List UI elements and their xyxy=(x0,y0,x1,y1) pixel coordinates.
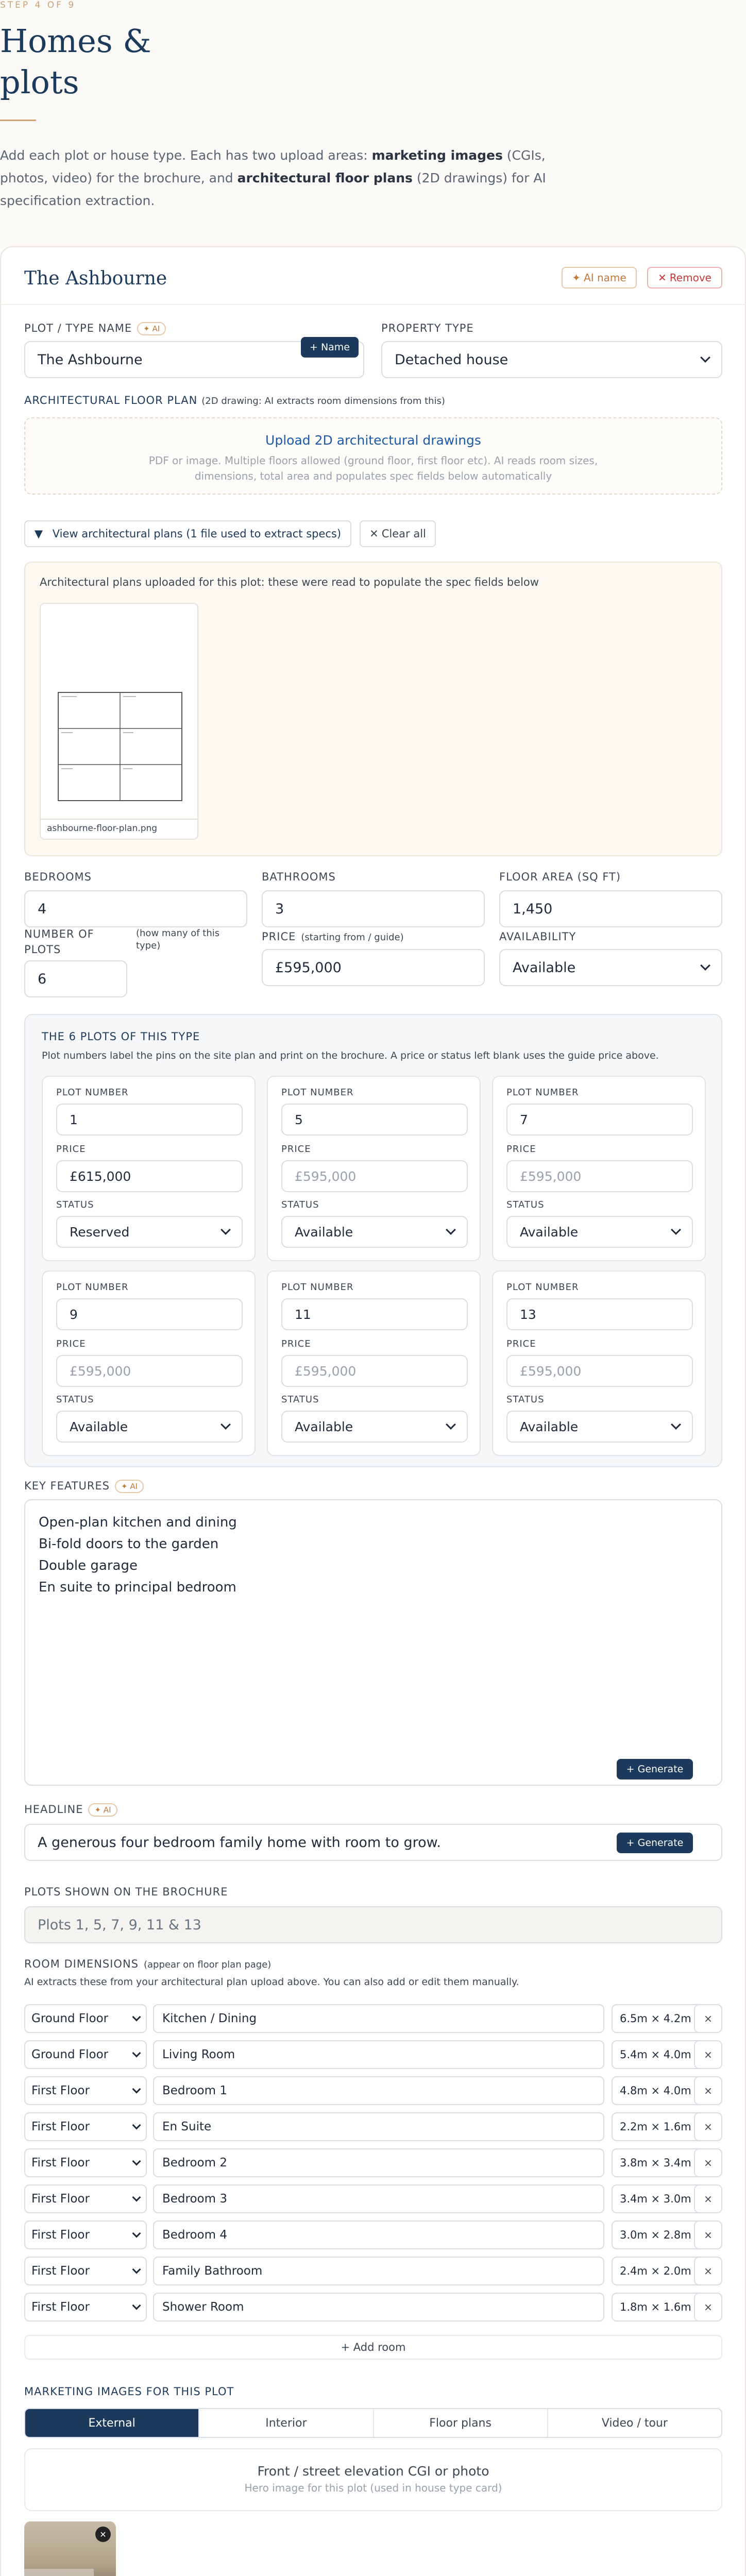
plot-price-input[interactable]: £595,000 xyxy=(281,1355,468,1387)
chevron-down-icon xyxy=(671,1419,681,1430)
num-plots-note: (how many of this type) xyxy=(136,928,220,951)
remove-room-button[interactable] xyxy=(694,2112,722,2141)
plot-card xyxy=(0,246,746,2576)
tab-interior[interactable]: Interior xyxy=(198,2409,372,2437)
chevron-down-icon xyxy=(132,2013,141,2022)
plot-status-label: STATUS xyxy=(506,1199,545,1210)
delete-image-button[interactable] xyxy=(95,2527,111,2542)
bathrooms-input[interactable]: 3 xyxy=(262,890,485,927)
upload-title: Upload 2D architectural drawings xyxy=(265,433,481,448)
floor-select[interactable]: First Floor xyxy=(24,2112,147,2141)
close-icon: × xyxy=(704,2229,713,2241)
plot-entry xyxy=(42,1076,256,1261)
close-icon: × xyxy=(704,2157,713,2169)
type-name-input[interactable]: The Ashbourne xyxy=(24,341,364,378)
floor-select[interactable]: First Floor xyxy=(24,2257,147,2285)
step-indicator: STEP 4 OF 9 xyxy=(0,0,76,10)
room-name-input[interactable]: Bedroom 2 xyxy=(153,2148,604,2177)
floor-select[interactable]: First Floor xyxy=(24,2148,147,2177)
plot-number-label: PLOT NUMBER xyxy=(281,1087,354,1098)
chevron-down-icon xyxy=(221,1419,231,1430)
card-divider xyxy=(1,304,746,305)
plot-number-input[interactable]: 7 xyxy=(506,1104,693,1136)
room-row xyxy=(24,2076,722,2105)
num-plots-label: NUMBER OF PLOTS xyxy=(24,928,94,956)
page-title: Homes & plots xyxy=(0,22,151,101)
room-row xyxy=(24,2293,722,2321)
plot-entry xyxy=(267,1270,481,1456)
remove-room-button[interactable] xyxy=(694,2184,722,2213)
chevron-down-icon xyxy=(132,2157,141,2166)
remove-room-button[interactable] xyxy=(694,2004,722,2033)
name-button[interactable]: + Name xyxy=(301,337,359,358)
ai-tag: ✦ AI xyxy=(115,1480,144,1493)
close-icon: × xyxy=(704,2301,713,2313)
plot-number-label: PLOT NUMBER xyxy=(56,1087,129,1098)
remove-plot-button[interactable]: ✕ Remove xyxy=(647,267,722,289)
plot-entry xyxy=(492,1270,706,1456)
floor-plan-upload-zone[interactable] xyxy=(24,417,722,495)
room-dimensions-description: AI extracts these from your architectural plan upload above. You can also add or edit them manually. xyxy=(24,1976,519,1988)
key-features-label: KEY FEATURES ✦ AI xyxy=(24,1480,144,1493)
plot-status-label: STATUS xyxy=(506,1394,545,1405)
floor-area-input[interactable]: 1,450 xyxy=(499,890,722,927)
floor-plan-thumbnail[interactable] xyxy=(40,603,198,840)
room-name-input[interactable]: Bedroom 1 xyxy=(153,2076,604,2105)
floor-plan-drawing xyxy=(41,604,198,840)
room-name-input[interactable]: Bedroom 4 xyxy=(153,2221,604,2249)
plot-status-select[interactable]: Available xyxy=(281,1411,468,1443)
plot-status-select[interactable]: Available xyxy=(506,1411,693,1443)
room-dimension-input[interactable]: 3.0m × 2.8m xyxy=(612,2221,704,2249)
plot-price-label: PRICE xyxy=(281,1144,311,1155)
headline-label: HEADLINE ✦ AI xyxy=(24,1803,117,1817)
room-row xyxy=(24,2257,722,2285)
room-dimension-input[interactable]: 3.4m × 3.0m xyxy=(612,2184,704,2213)
close-icon: × xyxy=(704,2121,713,2133)
chevron-down-icon xyxy=(132,2301,141,2310)
plot-status-select[interactable]: Reserved xyxy=(56,1216,243,1248)
availability-select[interactable]: Available xyxy=(499,949,722,986)
plot-price-input[interactable]: £595,000 xyxy=(56,1355,243,1387)
plot-price-label: PRICE xyxy=(506,1338,536,1349)
close-icon: × xyxy=(704,2012,713,2025)
close-icon: × xyxy=(704,2193,713,2205)
floor-select[interactable]: First Floor xyxy=(24,2221,147,2249)
bedrooms-input[interactable]: 4 xyxy=(24,890,247,927)
plot-entry xyxy=(267,1076,481,1261)
plans-caption: Architectural plans uploaded for this plot: these were read to populate the spec fields below xyxy=(40,576,539,588)
plans-preview-box xyxy=(24,562,722,856)
remove-room-button[interactable] xyxy=(694,2257,722,2285)
chevron-down-icon xyxy=(132,2229,141,2238)
chevron-down-icon xyxy=(132,2265,141,2274)
plot-price-input[interactable]: £615,000 xyxy=(56,1160,243,1192)
bathrooms-label: BATHROOMS xyxy=(262,871,336,883)
floor-plan-filename: ashbourne-floor-plan.png xyxy=(47,823,158,834)
plot-status-label: STATUS xyxy=(56,1394,94,1405)
brochure-plots-label: PLOTS SHOWN ON THE BROCHURE xyxy=(24,1886,228,1898)
room-name-input[interactable]: Kitchen / Dining xyxy=(153,2004,604,2033)
room-dimension-input[interactable]: 3.8m × 3.4m xyxy=(612,2148,704,2177)
upload-subtitle: PDF or image. Multiple floors allowed (ground floor, first floor etc). AI reads room sizes, dimensions, total area and populates spec fields below automatically xyxy=(148,454,598,482)
chevron-down-icon xyxy=(700,352,710,363)
chevron-down-icon xyxy=(700,960,710,971)
room-dimension-input[interactable]: 1.8m × 1.6m xyxy=(612,2293,704,2321)
clear-all-button[interactable]: ✕ Clear all xyxy=(360,520,436,547)
plot-status-select[interactable]: Available xyxy=(56,1411,243,1443)
chevron-down-icon xyxy=(132,2121,141,2130)
plot-number-input[interactable]: 9 xyxy=(56,1298,243,1330)
feature-line: Bi-fold doors to the garden xyxy=(39,1536,219,1552)
plot-card-title: The Ashbourne xyxy=(24,268,167,289)
bedrooms-label: BEDROOMS xyxy=(24,871,92,883)
availability-label: AVAILABILITY xyxy=(499,930,577,943)
close-icon: × xyxy=(704,2084,713,2097)
room-name-input[interactable]: Shower Room xyxy=(153,2293,604,2321)
ai-name-button[interactable]: ✦ AI name xyxy=(562,267,637,289)
chevron-down-icon xyxy=(132,2193,141,2202)
room-row xyxy=(24,2221,722,2249)
remove-room-button[interactable] xyxy=(694,2293,722,2321)
brochure-plots-field: Plots 1, 5, 7, 9, 11 & 13 xyxy=(24,1906,722,1943)
marketing-image-thumbnail[interactable] xyxy=(24,2521,116,2576)
floor-select[interactable]: Ground Floor xyxy=(24,2040,147,2069)
property-type-label: PROPERTY TYPE xyxy=(381,322,474,334)
feature-line: Open-plan kitchen and dining xyxy=(39,1515,237,1530)
generate-headline-button[interactable]: + Generate xyxy=(617,1833,693,1853)
elevation-upload-zone[interactable] xyxy=(24,2448,722,2511)
floor-area-label: FLOOR AREA (SQ FT) xyxy=(499,871,621,883)
plot-number-input[interactable]: 5 xyxy=(281,1104,468,1136)
plot-price-input[interactable]: £595,000 xyxy=(506,1355,693,1387)
image-detail xyxy=(24,2569,94,2576)
room-row xyxy=(24,2148,722,2177)
sparkle-icon: ✦ xyxy=(572,272,581,284)
remove-room-button[interactable] xyxy=(694,2221,722,2249)
floor-select[interactable]: Ground Floor xyxy=(24,2004,147,2033)
chevron-down-icon xyxy=(446,1419,456,1430)
generate-features-button[interactable]: + Generate xyxy=(617,1759,693,1780)
plot-status-select[interactable]: Available xyxy=(506,1216,693,1248)
close-icon: ✕ xyxy=(369,528,379,540)
plot-status-select[interactable]: Available xyxy=(281,1216,468,1248)
room-row xyxy=(24,2112,722,2141)
headline-input[interactable]: A generous four bedroom family home with room to grow. xyxy=(24,1824,722,1861)
room-dimension-input[interactable]: 5.4m × 4.0m xyxy=(612,2040,704,2069)
chevron-down-icon xyxy=(132,2085,141,2094)
type-name-label: PLOT / TYPE NAME ✦ AI xyxy=(24,322,166,335)
upload-title: Front / street elevation CGI or photo xyxy=(257,2464,489,2479)
tab-floor-plans[interactable]: Floor plans xyxy=(373,2409,547,2437)
marketing-images-heading: MARKETING IMAGES FOR THIS PLOT xyxy=(24,2385,234,2398)
plot-price-label: PRICE xyxy=(56,1144,86,1155)
floor-select[interactable]: First Floor xyxy=(24,2076,147,2105)
title-underline xyxy=(0,120,36,121)
triangle-down-icon: ▼ xyxy=(34,528,43,540)
plot-number-input[interactable]: 13 xyxy=(506,1298,693,1330)
price-input[interactable]: £595,000 xyxy=(262,949,485,986)
plot-number-input[interactable]: 1 xyxy=(56,1104,243,1136)
plot-status-label: STATUS xyxy=(281,1199,319,1210)
floor-select[interactable]: First Floor xyxy=(24,2293,147,2321)
plot-number-input[interactable]: 11 xyxy=(281,1298,468,1330)
room-name-input[interactable]: Bedroom 3 xyxy=(153,2184,604,2213)
plot-status-label: STATUS xyxy=(56,1199,94,1210)
plot-status-label: STATUS xyxy=(281,1394,319,1405)
plot-price-label: PRICE xyxy=(506,1144,536,1155)
room-dimension-input[interactable]: 4.8m × 4.0m xyxy=(612,2076,704,2105)
plot-price-label: PRICE xyxy=(281,1338,311,1349)
price-label: PRICE (starting from / guide) xyxy=(262,930,404,943)
tab-external[interactable]: External xyxy=(25,2409,198,2437)
remove-room-button[interactable] xyxy=(694,2076,722,2105)
plot-number-label: PLOT NUMBER xyxy=(506,1087,579,1098)
floor-select[interactable]: First Floor xyxy=(24,2184,147,2213)
room-name-input[interactable]: En Suite xyxy=(153,2112,604,2141)
feature-line: Double garage xyxy=(39,1558,138,1573)
view-plans-button[interactable]: ▼ View architectural plans (1 file used to extract specs) xyxy=(24,520,351,547)
close-icon: ✕ xyxy=(99,2529,107,2539)
close-icon: × xyxy=(704,2265,713,2277)
close-icon: × xyxy=(704,2048,713,2061)
room-name-input[interactable]: Family Bathroom xyxy=(153,2257,604,2285)
room-row xyxy=(24,2184,722,2213)
ai-tag: ✦ AI xyxy=(88,1803,117,1817)
room-row xyxy=(24,2004,722,2033)
room-name-input[interactable]: Living Room xyxy=(153,2040,604,2069)
chevron-down-icon xyxy=(446,1225,456,1235)
key-features-textarea[interactable] xyxy=(24,1499,722,1786)
room-dimension-input[interactable]: 2.4m × 2.0m xyxy=(612,2257,704,2285)
intro-text: Add each plot or house type. Each has two upload areas: marketing images (CGIs, photos, video) for the brochure, and architectural floor plans (2D drawings) for AI specification extraction. xyxy=(0,148,546,208)
plot-number-label: PLOT NUMBER xyxy=(56,1282,129,1293)
remove-room-button[interactable] xyxy=(694,2148,722,2177)
room-row xyxy=(24,2040,722,2069)
chevron-down-icon xyxy=(671,1225,681,1235)
plots-of-type-heading: THE 6 PLOTS OF THIS TYPE xyxy=(42,1030,200,1043)
tab-video-tour[interactable]: Video / tour xyxy=(547,2409,721,2437)
plot-price-input[interactable]: £595,000 xyxy=(506,1160,693,1192)
feature-line: En suite to principal bedroom xyxy=(39,1580,236,1595)
plots-of-type-description: Plot numbers label the pins on the site plan and print on the brochure. A price or status left blank uses the guide price above. xyxy=(42,1050,659,1061)
property-type-select[interactable]: Detached house xyxy=(381,341,722,378)
ai-tag: ✦ AI xyxy=(137,322,166,335)
plot-price-label: PRICE xyxy=(56,1338,86,1349)
chevron-down-icon xyxy=(221,1225,231,1235)
marketing-tabs xyxy=(24,2408,722,2438)
num-plots-input[interactable]: 6 xyxy=(24,960,127,997)
plot-price-input[interactable]: £595,000 xyxy=(281,1160,468,1192)
remove-room-button[interactable] xyxy=(694,2040,722,2069)
plot-number-label: PLOT NUMBER xyxy=(281,1282,354,1293)
floor-plan-heading: ARCHITECTURAL FLOOR PLAN (2D drawing: AI extracts room dimensions from this) xyxy=(24,394,445,406)
add-room-button[interactable]: + Add room xyxy=(24,2335,722,2360)
room-dimension-input[interactable]: 6.5m × 4.2m xyxy=(612,2004,704,2033)
plot-entry xyxy=(492,1076,706,1261)
chevron-down-icon xyxy=(132,2049,141,2058)
room-dimension-input[interactable]: 2.2m × 1.6m xyxy=(612,2112,704,2141)
room-dimensions-label: ROOM DIMENSIONS (appear on floor plan page) xyxy=(24,1958,272,1970)
plot-number-label: PLOT NUMBER xyxy=(506,1282,579,1293)
plot-entry xyxy=(42,1270,256,1456)
upload-subtitle: Hero image for this plot (used in house type card) xyxy=(244,2482,502,2494)
plots-of-type-box xyxy=(24,1014,722,1467)
close-icon: ✕ xyxy=(658,272,667,284)
